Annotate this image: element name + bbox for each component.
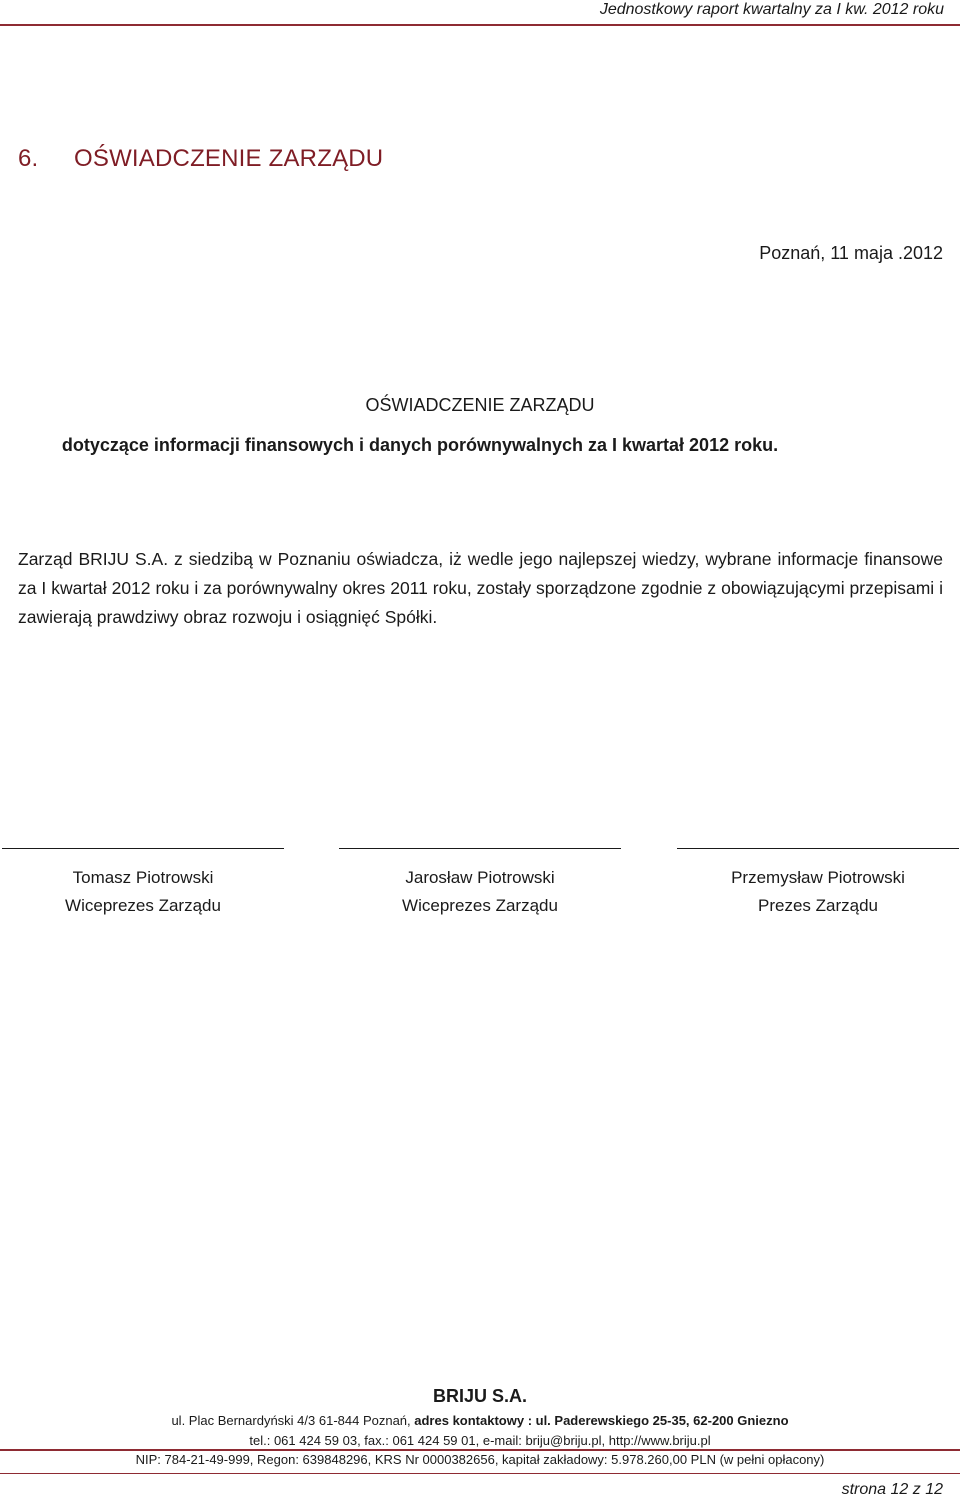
signature-line-3 (677, 848, 959, 849)
signatory-name-1: Tomasz Piotrowski (72, 868, 214, 887)
footer-bottom-rule (0, 1473, 960, 1474)
date-line: Poznań, 11 maja .2012 (759, 243, 943, 263)
page-number: strona 12 z 12 (841, 1481, 943, 1498)
running-header: Jednostkowy raport kwartalny za I kw. 2012 roku (599, 1, 944, 18)
statement-subtitle-text: dotyczące informacji finansowych i danych porównywalnych za I kwartał 2012 roku. (61, 435, 779, 455)
signature-line-2 (339, 848, 621, 849)
footer-address-registered: ul. Plac Bernardyński 4/3 61-844 Poznań, (171, 1413, 415, 1428)
statement-subtitle (0, 433, 960, 457)
footer-contact: tel.: 061 424 59 03, fax.: 061 424 59 01, e-mail: briju@briju.pl, http://www.briju.pl (249, 1433, 711, 1448)
signatory-name-2: Jarosław Piotrowski (405, 868, 555, 887)
signature-line-1 (2, 848, 284, 849)
statement-title: OŚWIADCZENIE ZARZĄDU (365, 395, 595, 415)
signatory-name-3: Przemysław Piotrowski (731, 868, 905, 887)
signatory-role-1: Wiceprezes Zarządu (65, 896, 221, 915)
footer-address (0, 1413, 960, 1429)
footer-rule (0, 1449, 960, 1451)
header-rule (0, 24, 960, 26)
section-heading (18, 143, 383, 175)
statement-body: Zarząd BRIJU S.A. z siedzibą w Poznaniu oświadcza, iż wedle jego najlepszej wiedzy, wybrane informacje finansowe za I kwartał 2012 roku i za porównywalny okres 2011 roku, zostały sporządzone zgodnie z obowiązującymi przepisami i zawierają prawdziwy obraz rozwoju i osiągnięć Spółki. (18, 549, 943, 627)
footer-registry: NIP: 784-21-49-999, Regon: 639848296, KRS Nr 0000382656, kapitał zakładowy: 5.978.260,00 PLN (w pełni opłacony) (135, 1452, 825, 1467)
section-number: 6. (18, 145, 39, 172)
signatory-role-2: Wiceprezes Zarządu (402, 896, 558, 915)
section-title: OŚWIADCZENIE ZARZĄDU (74, 145, 384, 172)
footer-company-name: BRIJU S.A. (432, 1386, 528, 1406)
footer-address-contact: adres kontaktowy : ul. Paderewskiego 25-35, 62-200 Gniezno (414, 1413, 789, 1428)
signatory-role-3: Prezes Zarządu (758, 896, 878, 915)
